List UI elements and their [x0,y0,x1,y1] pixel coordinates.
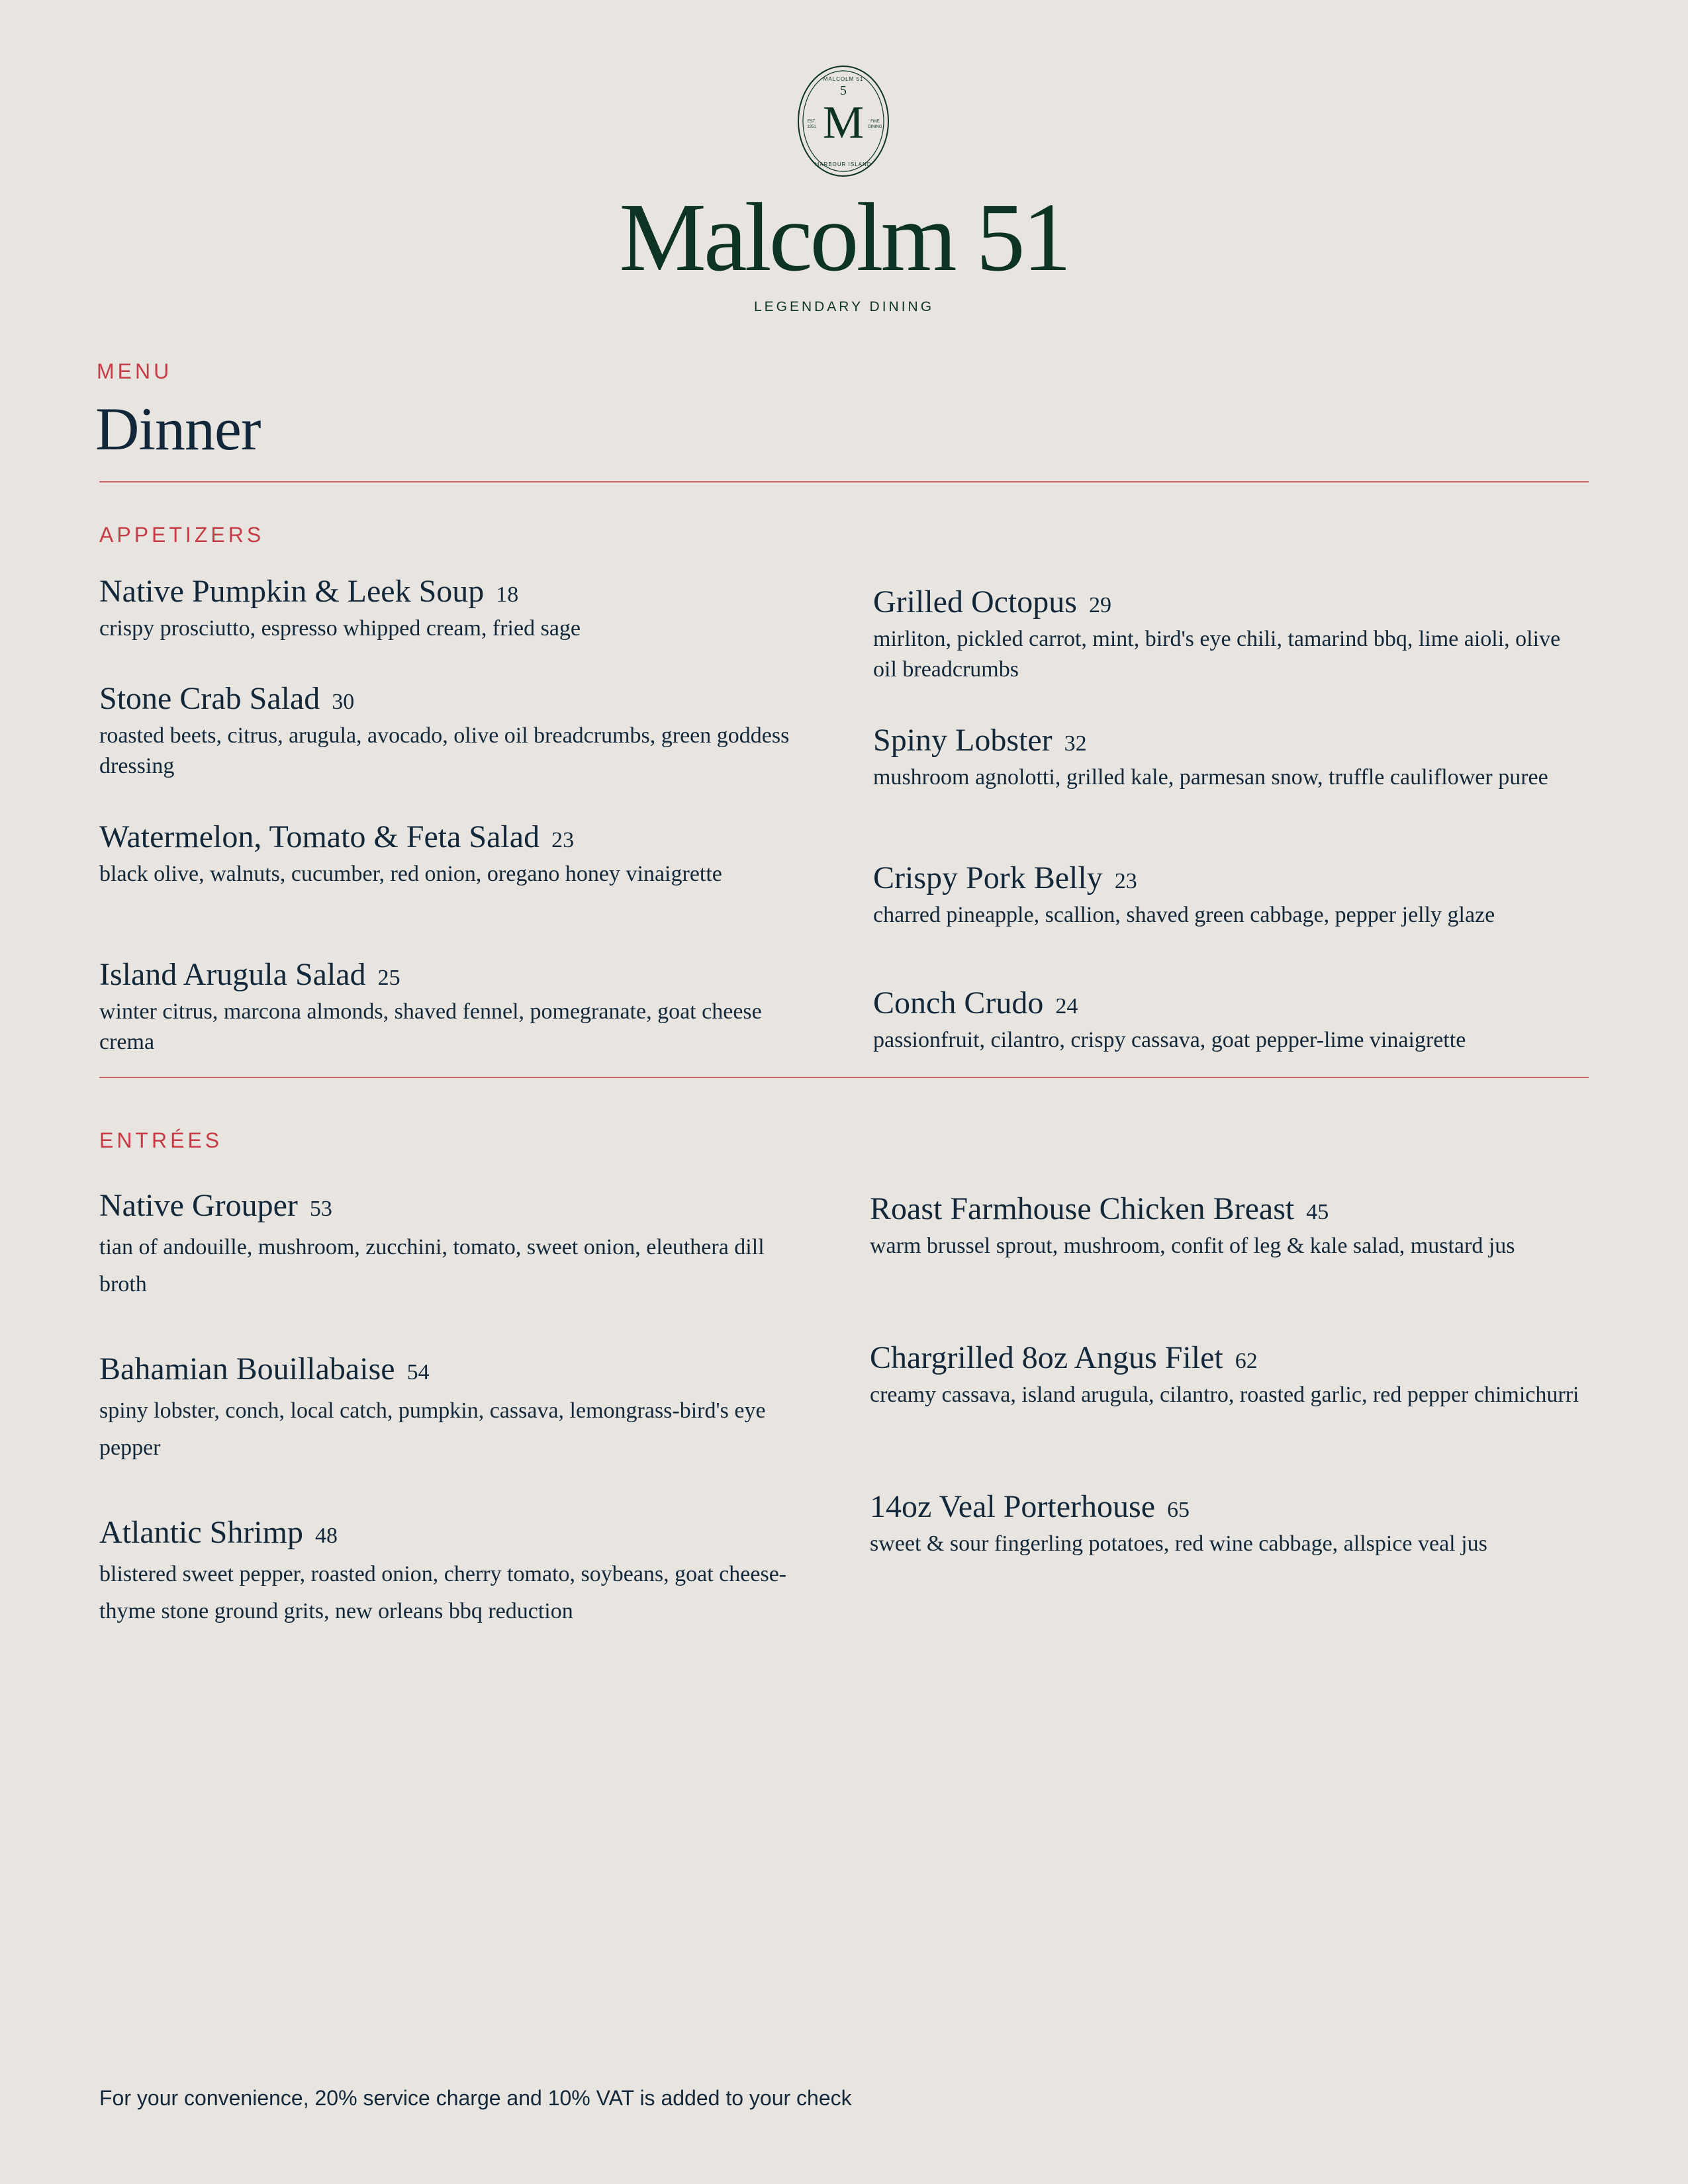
menu-item [99,958,814,1058]
divider-top [99,481,1589,482]
svg-text:DINING: DINING [868,125,882,129]
item-name: Crispy Pork Belly [873,860,1103,895]
svg-text:MALCOLM 51: MALCOLM 51 [823,76,864,82]
svg-text:HARBOUR ISLAND: HARBOUR ISLAND [815,161,872,167]
svg-text:EST.: EST. [807,120,816,124]
menu-item [99,1189,814,1303]
svg-text:1951: 1951 [807,125,816,129]
item-name: Native Grouper [99,1188,298,1223]
item-description: mirliton, pickled carrot, mint, bird's eye chili, tamarind bbq, lime aioli, olive oil breadcrumbs [873,626,1561,682]
item-name: Chargrilled 8oz Angus Filet [870,1340,1223,1375]
item-description: roasted beets, citrus, arugula, avocado, olive oil breadcrumbs, green goddess dressing [99,723,790,778]
menu-item [99,820,814,889]
svg-text:FINE: FINE [870,120,880,124]
item-description: tian of andouille, mushroom, zucchini, tomato, sweet onion, eleuthera dill broth [99,1234,765,1297]
brand-wordmark: Malcolm 51 [619,183,1069,292]
item-description: warm brussel sprout, mushroom, confit of leg & kale salad, mustard jus [870,1233,1515,1258]
item-description: charred pineapple, scallion, shaved green cabbage, pepper jelly glaze [873,902,1495,927]
section-title-entrees: ENTRÉES [99,1128,223,1152]
menu-item [99,1352,814,1467]
service-charge-note: For your convenience, 20% service charge and 10% VAT is added to your check [99,2086,852,2110]
svg-text:5: 5 [840,83,847,98]
menu-item [99,574,814,644]
item-price: 24 [1055,994,1078,1019]
item-price: 18 [496,582,519,607]
item-name: Conch Crudo [873,985,1044,1021]
item-price: 48 [314,1524,338,1548]
menu-item [873,585,1588,685]
divider-middle [99,1077,1589,1078]
menu-item [99,1516,841,1630]
item-name: Spiny Lobster [873,723,1053,758]
item-name: Native Pumpkin & Leek Soup [99,574,485,609]
item-name: Bahamian Bouillabaise [99,1351,395,1387]
item-description: winter citrus, marcona almonds, shaved fennel, pomegranate, goat cheese crema [99,999,762,1054]
menu-item [873,723,1588,793]
item-price: 30 [332,690,355,714]
item-name: Grilled Octopus [873,584,1077,619]
svg-text:M: M [822,97,865,148]
menu-item [99,682,814,782]
item-description: sweet & sour fingerling potatoes, red wine cabbage, allspice veal jus [870,1531,1487,1556]
item-price: 23 [551,828,575,852]
item-price: 32 [1064,731,1087,756]
menu-item [870,1490,1585,1559]
item-price: 54 [406,1360,430,1385]
item-name: Island Arugula Salad [99,957,366,992]
item-description: crispy prosciutto, espresso whipped cream, fried sage [99,615,581,641]
section-title-appetizers: APPETIZERS [99,523,265,547]
menu-item [870,1192,1585,1261]
item-name: 14oz Veal Porterhouse [870,1489,1156,1524]
item-description: spiny lobster, conch, local catch, pumpkin, cassava, lemongrass-bird's eye pepper [99,1398,766,1460]
menu-item [870,1341,1585,1410]
logo-seal [797,65,890,177]
item-price: 65 [1167,1498,1190,1522]
menu-item [873,986,1615,1056]
item-description: passionfruit, cilantro, crispy cassava, goat pepper-lime vinaigrette [873,1027,1466,1052]
item-name: Watermelon, Tomato & Feta Salad [99,819,540,854]
item-name: Atlantic Shrimp [99,1515,303,1550]
item-name: Roast Farmhouse Chicken Breast [870,1191,1295,1226]
item-price: 45 [1306,1200,1329,1224]
page-title: Dinner [95,395,261,463]
menu-label: MENU [97,359,173,383]
item-description: mushroom agnolotti, grilled kale, parmesan snow, truffle cauliflower puree [873,764,1548,790]
item-description: blistered sweet pepper, roasted onion, cherry tomato, soybeans, goat cheese-thyme stone ground grits, new orleans bbq reduction [99,1561,787,1623]
menu-item [873,861,1588,931]
item-description: creamy cassava, island arugula, cilantro, roasted garlic, red pepper chimichurri [870,1382,1579,1407]
brand-tagline: LEGENDARY DINING [753,299,935,314]
item-description: black olive, walnuts, cucumber, red onion, oregano honey vinaigrette [99,861,722,886]
item-price: 29 [1088,593,1111,617]
item-price: 25 [377,966,400,990]
item-price: 23 [1114,869,1137,893]
item-name: Stone Crab Salad [99,681,320,716]
item-price: 62 [1235,1349,1258,1373]
item-price: 53 [309,1197,332,1221]
